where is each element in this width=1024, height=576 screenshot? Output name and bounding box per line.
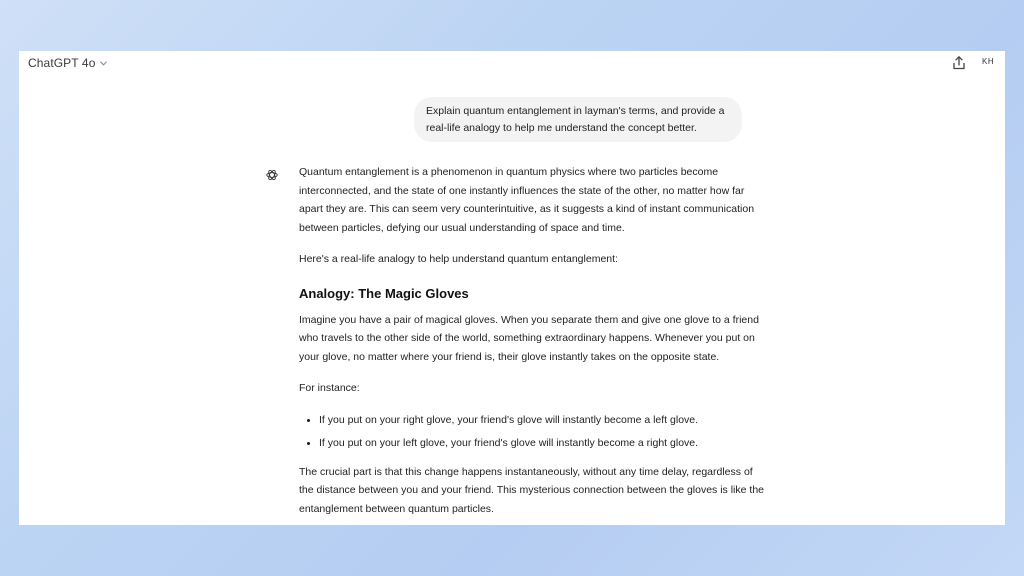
top-bar: [19, 51, 1005, 77]
chat-window: [19, 51, 1005, 525]
response-bullet-list: [299, 411, 769, 453]
assistant-response: [299, 163, 769, 525]
list-item: • If you put on your right glove, your friend's glove will instantly become a left glove.: [319, 411, 769, 430]
user-message-bubble: [414, 97, 742, 142]
model-name: ChatGPT 4o: [28, 56, 96, 70]
response-paragraph: Here's a real-life analogy to help understand quantum entanglement:: [299, 253, 618, 265]
response-paragraph: Imagine you have a pair of magical gloves. When you separate them and give one glove to a friend who travels to the other side of the world, something extraordinary happens. Whenever you put on your glove, no matter where your friend is, their glove instantly takes on the opposite state.: [299, 313, 759, 363]
response-paragraph: The crucial part is that this change happens instantaneously, without any time delay, regardless of the distance between you and your friend. This mysterious connection between the gloves is like the entanglement between quantum particles.: [299, 465, 764, 515]
openai-logo-icon: [265, 168, 279, 182]
user-message-text: Explain quantum entanglement in layman's terms, and provide a real-life analogy to help me understand the concept better.: [426, 104, 725, 134]
response-paragraph: Quantum entanglement is a phenomenon in quantum physics where two particles become interconnected, and the state of one instantly influences the state of the other, no matter how far apart they are. This can seem very counterintuitive, as it suggests a kind of instant communication between particles, defying our usual understanding of space and time.: [299, 166, 755, 234]
model-selector[interactable]: [28, 56, 108, 70]
list-item: • If you put on your left glove, your friend's glove will instantly become a right glove.: [319, 434, 769, 453]
response-paragraph: For instance:: [299, 382, 360, 394]
chevron-down-icon: [99, 59, 108, 68]
response-heading: Analogy: The Magic Gloves: [299, 285, 469, 301]
avatar[interactable]: KH: [982, 57, 995, 66]
share-icon[interactable]: [951, 55, 967, 71]
